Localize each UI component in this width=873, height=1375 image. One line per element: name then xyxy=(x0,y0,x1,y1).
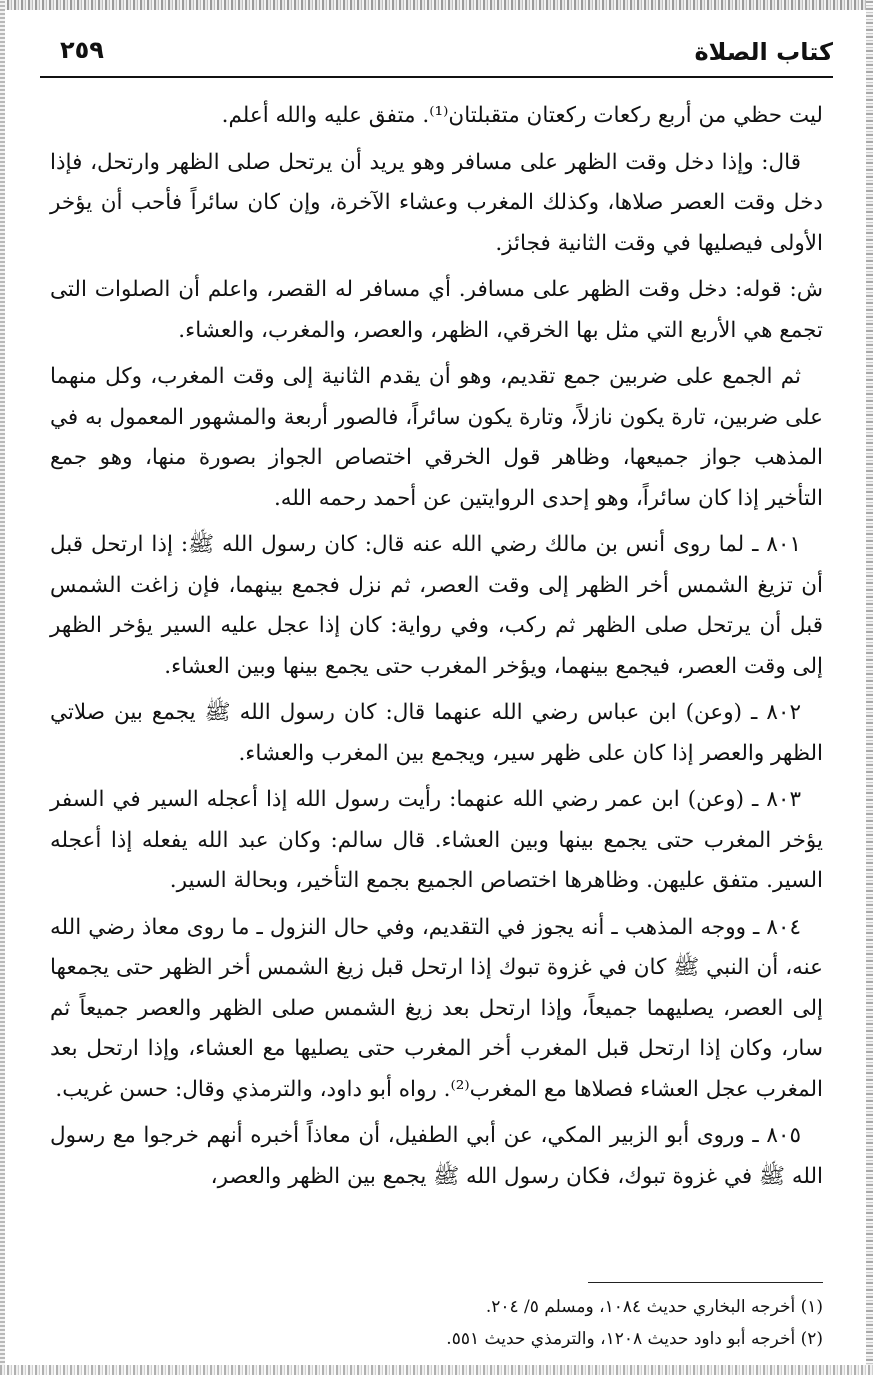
footnote-separator xyxy=(588,1282,823,1283)
page-number: ٢٥٩ xyxy=(60,36,104,64)
decorative-left-border xyxy=(0,0,5,1375)
hadith-paragraph: ٨٠٤ ـ ووجه المذهب ـ أنه يجوز في التقديم، وفي حال النزول ـ ما روى معاذ رضي الله عنه، أن النبي ﷺ كان في غزوة تبوك إذا ارتحل قبل زيغ الشمس أخر الظهر حتى يجمعها إلى العصر، يصليهما جميعاً، وإذا ارتحل بعد زيغ الشمس صلى الظهر والعصر جميعاً ثم سار، وكان إذا ارتحل قبل المغرب أخر المغرب حتى يصليها مع العشاء، وإذا ارتحل بعد المغرب عجل العشاء فصلاها مع المغرب⁽²⁾. رواه أبو داود، والترمذي وقال: حسن غريب. xyxy=(50,914,823,1102)
footnotes xyxy=(50,1292,823,1356)
footnote: (١) أخرجه البخاري حديث ١٠٨٤، ومسلم ٥/ ٢٠٤. xyxy=(485,1297,823,1317)
paragraph: ثم الجمع على ضربين جمع تقديم، وهو أن يقدم الثانية إلى وقت المغرب، وكل منهما على ضربين، تارة يكون نازلاً، وتارة يكون سائراً، فالصور أربعة والمشهور المعمول به في المذهب جواز جميعها، وظاهر قول الخرقي اختصاص الجواز بصورة منها، وهو جمع التأخير إذا كان سائراً، وهو إحدى الروايتين عن أحمد رحمه الله. xyxy=(50,364,823,511)
hadith-paragraph: ٨٠١ ـ لما روى أنس بن مالك رضي الله عنه قال: كان رسول الله ﷺ: إذا ارتحل قبل أن تزيغ الشمس أخر الظهر إلى وقت العصر، ثم نزل فجمع بينهما، فإن زاغت الشمس قبل أن يرتحل صلى الظهر ثم ركب، وفي رواية: كان إذا عجل عليه السير يؤخر الظهر إلى وقت العصر، فيجمع بينهما، ويؤخر المغرب حتى يجمع بينها وبين العشاء. xyxy=(50,532,823,679)
hadith-paragraph: ٨٠٥ ـ وروى أبو الزبير المكي، عن أبي الطفيل، أن معاذاً أخبره أنهم خرجوا مع رسول الله ﷺ في غزوة تبوك، فكان رسول الله ﷺ يجمع بين الظهر والعصر، xyxy=(50,1123,823,1189)
hadith-paragraph: ٨٠٣ ـ (وعن) ابن عمر رضي الله عنهما: رأيت رسول الله إذا أعجله السير في السفر يؤخر المغرب حتى يجمع بينها وبين العشاء. قال سالم: وكان عبد الله يفعله إذا أعجله السير. متفق عليهن. وظاهرها اختصاص الجميع بجمع التأخير، وبحالة السير. xyxy=(50,787,823,893)
decorative-top-border xyxy=(0,0,873,10)
page-header xyxy=(40,28,833,78)
decorative-bottom-border xyxy=(0,1365,873,1375)
paragraph: قال: وإذا دخل وقت الظهر على مسافر وهو يريد أن يرتحل صلى الظهر وارتحل، فإذا دخل وقت العصر صلاها، وكذلك المغرب وعشاء الآخرة، وإن كان سائراً فأحب أن يؤخر الأولى فيصليها في وقت الثانية فجائز. xyxy=(50,149,823,256)
running-title: كتاب الصلاة xyxy=(694,38,833,66)
paragraph: ليت حظي من أربع ركعات ركعتان متقبلتان⁽¹⁾. متفق عليه والله أعلم. xyxy=(221,103,823,128)
hadith-paragraph: ٨٠٢ ـ (وعن) ابن عباس رضي الله عنهما قال: كان رسول الله ﷺ يجمع بين صلاتي الظهر والعصر إذا كان على ظهر سير، ويجمع بين المغرب والعشاء. xyxy=(50,700,823,766)
paragraph: ش: قوله: دخل وقت الظهر على مسافر. أي مسافر له القصر، واعلم أن الصلوات التى تجمع هي الأربع التي مثل بها الخرقي، الظهر، والعصر، والمغرب، والعشاء. xyxy=(50,277,823,343)
decorative-right-border xyxy=(866,0,873,1375)
footnote: (٢) أخرجه أبو داود حديث ١٢٠٨، والترمذي حديث ٥٥١. xyxy=(446,1329,823,1349)
main-text xyxy=(50,96,823,1203)
